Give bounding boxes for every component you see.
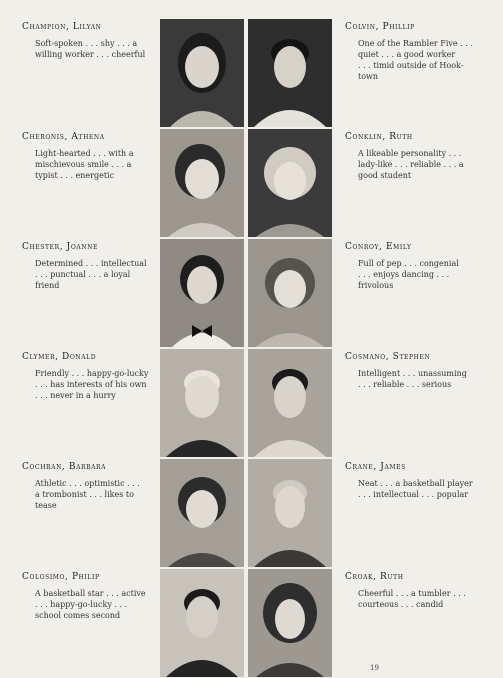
- senior-entry-right: [345, 352, 485, 390]
- portrait-photo: [248, 239, 332, 347]
- senior-description: Light-hearted . . . with a mischievous smile . . . a typist . . . energetic: [35, 149, 134, 180]
- senior-name: Cochran, Barbara: [22, 462, 107, 472]
- portrait-photo: [160, 239, 244, 347]
- senior-row: [0, 566, 503, 678]
- senior-row: [0, 126, 503, 238]
- senior-name: Cheronis, Athena: [22, 132, 105, 142]
- senior-name: Croak, Ruth: [345, 572, 404, 582]
- senior-description: One of the Rambler Five . . . quiet . . . a good worker . . . timid outside of Hook- town: [358, 39, 473, 81]
- portrait-photo: [160, 459, 244, 567]
- senior-entry-left: [22, 22, 162, 60]
- portrait-photo: [160, 349, 244, 457]
- portrait-photo: [160, 129, 244, 237]
- senior-description: Friendly . . . happy-go-lucky . . . has interests of his own . . . never in a hurry: [35, 369, 149, 400]
- senior-entry-right: [345, 22, 485, 82]
- portrait-photo: [160, 19, 244, 127]
- senior-entry-left: [22, 242, 162, 291]
- senior-entry-right: [345, 242, 485, 291]
- senior-entry-left: [22, 352, 162, 401]
- senior-description: Determined . . . intellectual . . . punctual . . . a loyal friend: [35, 259, 147, 290]
- senior-name: Chester, Joanne: [22, 242, 98, 252]
- senior-row: [0, 236, 503, 348]
- senior-row: [0, 346, 503, 458]
- senior-description: A likeable personality . . . lady-like . . . reliable . . . a good student: [358, 149, 464, 180]
- senior-name: Conroy, Emily: [345, 242, 412, 252]
- senior-name: Champion, Lilyan: [22, 22, 102, 32]
- senior-description: Cheerful . . . a tumbler . . . courteous . . . candid: [358, 589, 466, 609]
- senior-name: Conklin, Ruth: [345, 132, 413, 142]
- senior-row: [0, 456, 503, 568]
- senior-description: Full of pep . . . congenial . . . enjoys dancing . . . frivolous: [358, 259, 459, 290]
- senior-description: Athletic . . . optimistic . . . a trombonist . . . likes to tease: [35, 479, 140, 510]
- senior-entry-left: [22, 572, 162, 621]
- senior-row: [0, 16, 503, 128]
- senior-name: Colvin, Phillip: [345, 22, 415, 32]
- senior-description: Intelligent . . . unassuming . . . reliable . . . serious: [358, 369, 467, 389]
- senior-name: Crane, James: [345, 462, 406, 472]
- portrait-photo: [248, 459, 332, 567]
- senior-entry-left: [22, 462, 162, 511]
- portrait-photo: [248, 569, 332, 677]
- senior-entry-left: [22, 132, 162, 181]
- senior-entry-right: [345, 572, 485, 610]
- senior-name: Clymer, Donald: [22, 352, 97, 362]
- portrait-photo: [248, 19, 332, 127]
- senior-description: Neat . . . a basketball player . . . intellectual . . . popular: [358, 479, 473, 499]
- senior-name: Cosmano, Stephen: [345, 352, 431, 362]
- senior-description: A basketball star . . . active . . . happy-go-lucky . . . school comes second: [35, 589, 146, 620]
- page-number: 19: [370, 664, 379, 672]
- portrait-photo: [248, 349, 332, 457]
- portrait-photo: [248, 129, 332, 237]
- senior-name: Colosimo, Philip: [22, 572, 100, 582]
- senior-entry-right: [345, 462, 485, 500]
- portrait-photo: [160, 569, 244, 677]
- senior-description: Soft-spoken . . . shy . . . a willing worker . . . cheerful: [35, 39, 146, 59]
- senior-entry-right: [345, 132, 485, 181]
